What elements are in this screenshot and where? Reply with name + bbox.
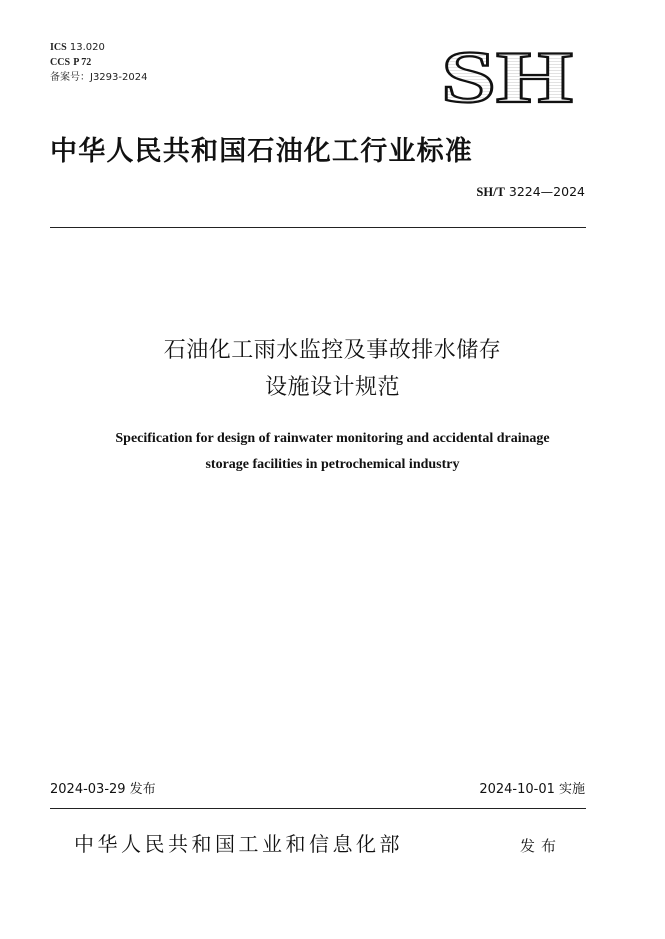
- chinese-title-line-1: 石油化工雨水监控及事故排水储存: [163, 338, 502, 363]
- bottom-divider: [50, 808, 586, 809]
- filing-label: 备案号：: [50, 72, 90, 83]
- logo-letters: SH: [441, 42, 573, 108]
- standard-number: [476, 184, 585, 200]
- english-title-line-2: storage facilities in petrochemical industry: [205, 457, 460, 472]
- ccs-classification: [50, 57, 91, 69]
- chinese-title-line-2: 设施设计规范: [264, 375, 400, 400]
- sh-logo: [435, 42, 575, 108]
- standard-number-value: 3224—2024: [508, 184, 585, 199]
- issue-date: 2024-03-29 发布: [50, 782, 156, 797]
- issuing-authority: 中华人民共和国工业和信息化部: [74, 832, 403, 856]
- standard-number-prefix: SH/T: [476, 185, 505, 199]
- ics-classification: [50, 42, 105, 54]
- ics-label: ICS: [50, 42, 67, 53]
- filing-number: [50, 72, 147, 84]
- ccs-value: P 72: [73, 57, 92, 68]
- implementation-date: 2024-10-01 实施: [479, 782, 585, 797]
- filing-value: J3293-2024: [90, 72, 148, 83]
- ics-value: 13.020: [69, 42, 105, 53]
- ccs-label: CCS: [50, 57, 71, 68]
- top-divider: [50, 227, 586, 228]
- issue-action: 发布: [520, 837, 563, 855]
- standard-category-title: 中华人民共和国石油化工行业标准: [50, 136, 473, 167]
- english-title-line-1: Specification for design of rainwater monitoring and accidental drainage: [115, 431, 550, 446]
